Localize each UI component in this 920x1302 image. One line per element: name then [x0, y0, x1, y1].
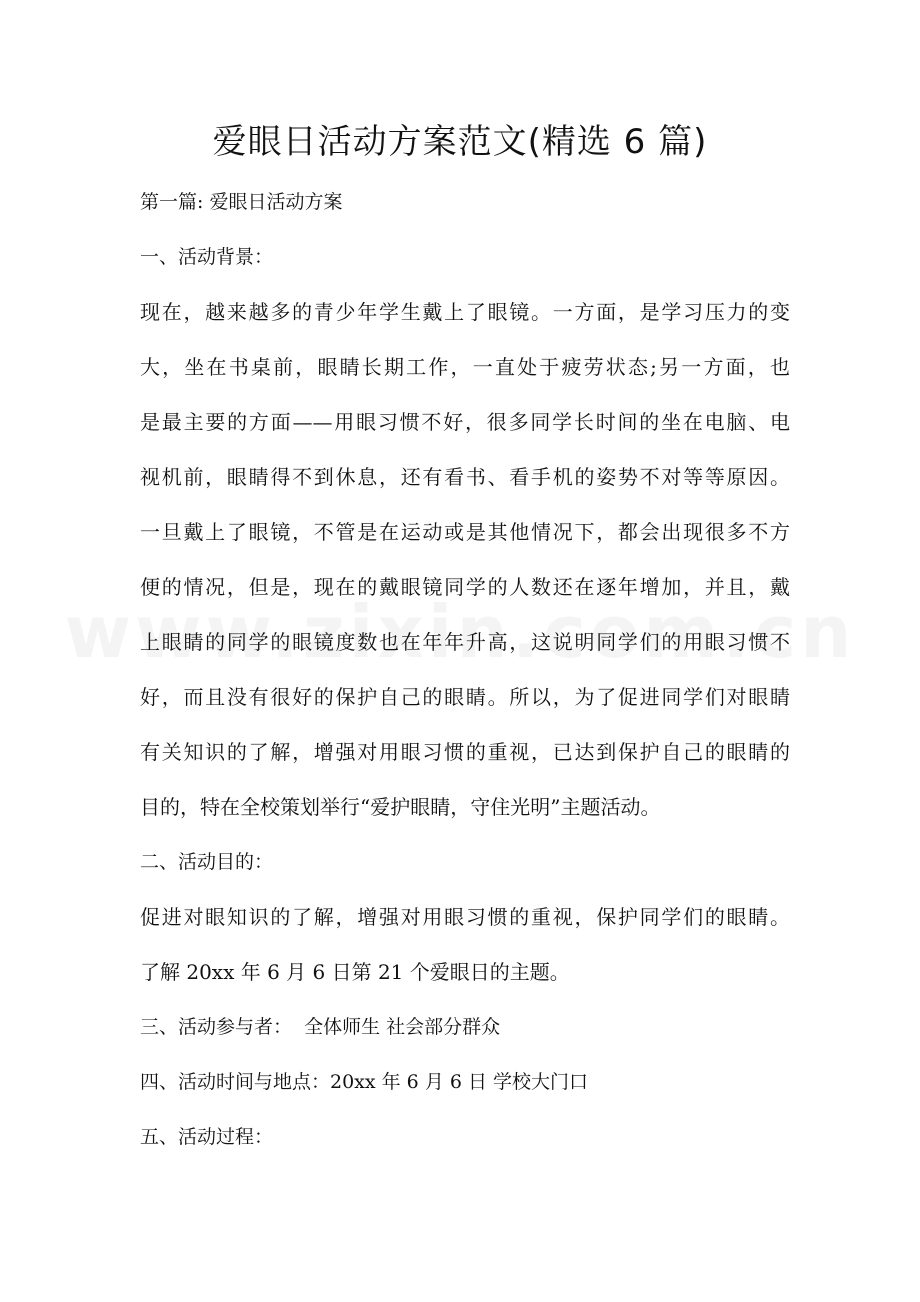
- purpose-line: 促进对眼知识的了解，增强对用眼习惯的重视，保护同学们的眼睛。: [140, 905, 790, 929]
- section-heading: 第一篇: 爱眼日活动方案: [140, 191, 343, 213]
- background-line: 上眼睛的同学的眼镜度数也在年年升高，这说明同学们的用眼习惯不: [140, 630, 790, 654]
- purpose-line: 了解 20xx 年 6 月 6 日第 21 个爱眼日的主题。: [140, 960, 570, 984]
- document-body: [140, 175, 790, 1165]
- process-heading: 五、活动过程：: [140, 1126, 274, 1148]
- time-place-line: 四、活动时间与地点：20xx 年 6 月 6 日 学校大门口: [140, 1071, 589, 1093]
- background-line: 大，坐在书桌前，眼睛长期工作，一直处于疲劳状态;另一方面，也: [140, 355, 790, 379]
- background-heading: 一、活动背景：: [140, 246, 274, 268]
- participants-line: 三、活动参与者： 全体师生 社会部分群众: [140, 1016, 501, 1038]
- background-line: 是最主要的方面——用眼习惯不好，很多同学长时间的坐在电脑、电: [140, 410, 790, 434]
- background-line: 现在，越来越多的青少年学生戴上了眼镜。一方面，是学习压力的变: [140, 300, 790, 324]
- document-title: 爱眼日活动方案范文(精选 6 篇): [212, 122, 708, 162]
- purpose-heading: 二、活动目的：: [140, 851, 274, 873]
- background-line: 一旦戴上了眼镜，不管是在运动或是其他情况下，都会出现很多不方: [140, 520, 790, 544]
- background-line: 有关知识的了解，增强对用眼习惯的重视，已达到保护自己的眼睛的: [140, 740, 790, 764]
- background-line: 视机前，眼睛得不到休息，还有看书、看手机的姿势不对等等原因。: [140, 465, 790, 489]
- background-line: 目的，特在全校策划举行“爱护眼睛，守住光明”主题活动。: [140, 795, 661, 819]
- background-line: 便的情况，但是，现在的戴眼镜同学的人数还在逐年增加，并且，戴: [140, 575, 790, 599]
- background-line: 好，而且没有很好的保护自己的眼睛。所以，为了促进同学们对眼睛: [140, 685, 790, 709]
